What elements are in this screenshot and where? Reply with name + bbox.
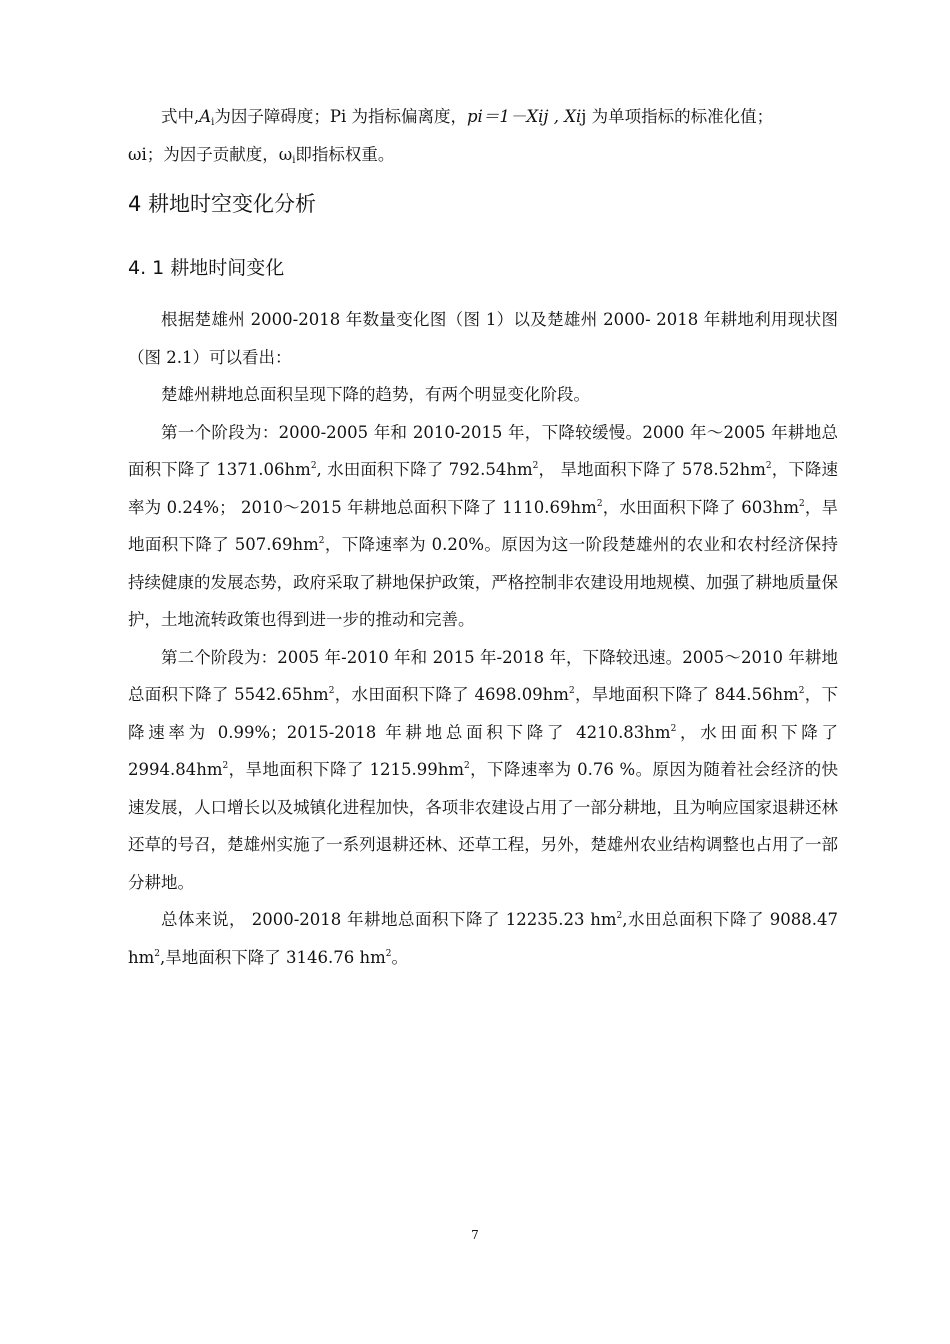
subscript: i — [211, 117, 215, 128]
superscript: 2 — [328, 686, 335, 696]
paragraph-5 — [128, 901, 838, 976]
superscript: 2 — [670, 723, 677, 734]
formula-line-1 — [128, 98, 838, 136]
text-span: ，水田面积下降了 4698.09hm — [334, 685, 569, 704]
text-span: 即指标权重。 — [295, 144, 395, 164]
text-span: ，下降速率为 0.24%； 2010～2015 年耕地总面积下降了 1110.69hm — [128, 460, 839, 517]
text-span: 第一个阶段为：2000-2005 年和 2010-2015 年，下降较缓慢。2000 年～2005 年耕地总面积下降了 1371.06hm — [128, 422, 838, 479]
superscript: 2 — [385, 948, 392, 959]
text-span: ,水田总面积下降了 9088.47 hm — [128, 910, 838, 967]
text-span: ， 旱地面积下降了 578.52hm — [538, 460, 766, 479]
formula-line-2 — [128, 136, 838, 174]
math-formula-pi: pi＝1－Xij — [467, 107, 549, 126]
page-number: 7 — [471, 1228, 479, 1242]
superscript: 2 — [154, 948, 161, 959]
text-span: ，旱地面积下降了 844.56hm — [574, 685, 799, 704]
subscript: i — [292, 154, 296, 166]
text-span: 为因子障碍度；Pi 为指标偏离度， — [214, 107, 467, 126]
math-comma: , — [548, 107, 565, 126]
formula-explanation — [128, 98, 838, 173]
math-symbol-xi: Xi — [564, 107, 582, 126]
superscript: 2 — [310, 461, 317, 471]
superscript: 2 — [318, 536, 325, 546]
math-symbol-a: A — [199, 107, 212, 126]
paragraph-1: 根据楚雄州 2000-2018 年数量变化图（图 1）以及楚雄州 2000- 2018 年耕地利用现状图（图 2.1）可以看出： — [128, 310, 838, 367]
paragraph-2: 楚雄州耕地总面积呈现下降的趋势，有两个明显变化阶段。 — [161, 385, 590, 404]
superscript: 2 — [616, 911, 623, 921]
superscript: 2 — [568, 686, 575, 696]
text-span: ，水田面积下降了 603hm — [602, 497, 799, 517]
text-span: ，下降速率为 0.76 %。原因为随着社会经济的快速发展，人口增长以及城镇化进程加快，各项非农建设占用了一部分耕地，且为响应国家退耕还林还草的号召，楚雄州实施了一系列退耕还林、还草工程，另外，楚雄州农业结构调整也占用了一部分耕地。 — [128, 760, 839, 892]
superscript: 2 — [596, 498, 603, 509]
text-span: ，下降速率为 0.99%；2015-2018 年耕地总面积下降了 4210.83hm — [128, 685, 839, 742]
paragraph-3 — [128, 414, 838, 639]
superscript: 2 — [765, 461, 772, 471]
text-span: ，水田面积下降了 2994.84hm — [128, 722, 838, 779]
text-span: 式中, — [161, 107, 200, 126]
text-span: ，旱地面积下降了 507.69hm — [128, 497, 839, 554]
text-span: ,旱地面积下降了 3146.76 hm — [160, 947, 386, 967]
superscript: 2 — [222, 761, 229, 771]
superscript: 2 — [798, 498, 805, 509]
text-span: ，旱地面积下降了 1215.99hm — [228, 760, 464, 779]
text-span: ωi；为因子贡献度，ω — [128, 144, 293, 164]
subsection-heading: 4. 1 耕地时间变化 — [128, 257, 285, 279]
text-span: 总体来说， 2000-2018 年耕地总面积下降了 12235.23 hm — [161, 910, 617, 929]
superscript: 2 — [532, 461, 539, 471]
text-span: ，下降速率为 0.20%。原因为这一阶段楚雄州的农业和农村经济保持持续健康的发展态势，政府采取了耕地保护政策，严格控制非农建设用地规模、加强了耕地质量保护，土地流转政策也得到进一步的推动和完善。 — [128, 535, 838, 629]
paragraph-4 — [128, 639, 838, 902]
superscript: 2 — [464, 761, 470, 771]
text-span: j 为单项指标的标准化值； — [581, 107, 774, 126]
body-text — [128, 301, 838, 976]
text-span: 第二个阶段为：2005 年-2010 年和 2015 年-2018 年，下降较迅速。2005～2010 年耕地总面积下降了 5542.65hm — [128, 647, 838, 704]
superscript: 2 — [798, 686, 805, 696]
text-span: 。 — [391, 947, 408, 967]
section-heading: 4 耕地时空变化分析 — [128, 192, 317, 216]
text-span: , 水田面积下降了 792.54hm — [316, 460, 533, 479]
